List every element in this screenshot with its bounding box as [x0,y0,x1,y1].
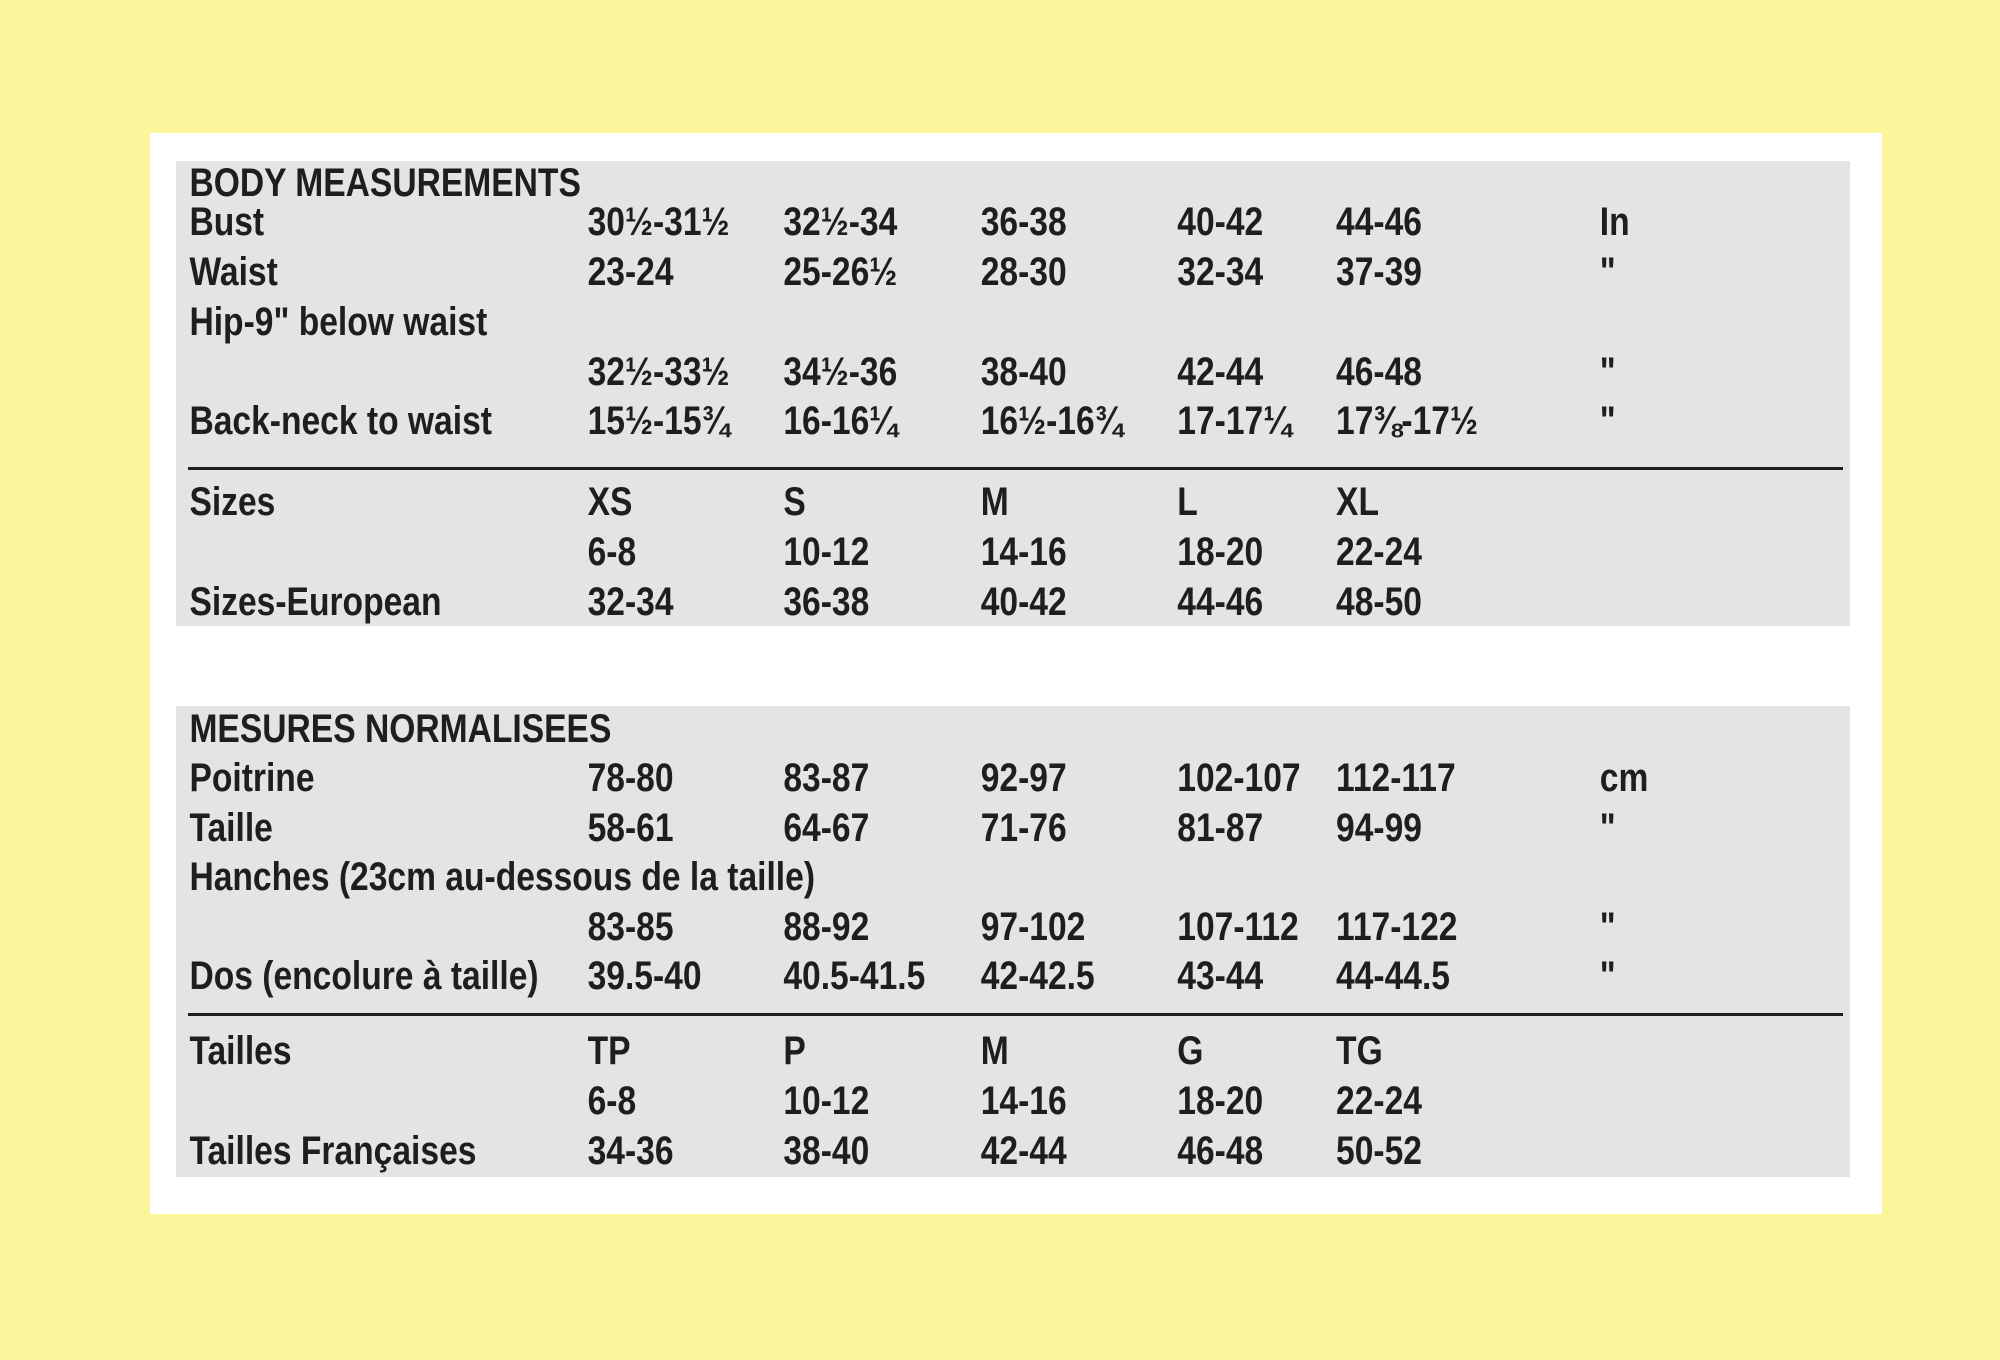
cell-l: 40-42 [1177,200,1264,244]
cell-xs: 32½-33½ [587,350,730,394]
tailles-row [176,1029,1582,1073]
cell-g: G [1177,1029,1204,1073]
cell-p: 38-40 [783,1129,870,1173]
cell-tp: 6-8 [587,1079,637,1123]
cell-l: 17-17¼ [1177,399,1292,443]
cell-m: 97-102 [980,905,1086,949]
cell-g: 43-44 [1177,954,1264,998]
cell-m: 14-16 [980,530,1067,574]
tailles-numeric-row [176,1079,1582,1123]
cell-g: 46-48 [1177,1129,1264,1173]
cell-m: 42-44 [980,1129,1067,1173]
size-chart-card [150,133,1882,1214]
cell-m: 14-16 [980,1079,1067,1123]
cell-s: 32½-34 [783,200,898,244]
row-label: Back-neck to waist [189,399,492,443]
cell-xl: 48-50 [1336,580,1422,624]
cell-xs: 30½-31½ [587,200,730,244]
cell-g: 81-87 [1177,806,1264,850]
cell-p: 88-92 [783,905,870,949]
measurement-row-hip [176,350,1616,394]
cell-m: M [980,480,1009,524]
section-heading: BODY MEASUREMENTS [189,161,581,205]
cell-g: 102-107 [1177,756,1301,800]
cell-s: 10-12 [783,530,870,574]
row-label: Waist [189,250,278,294]
sizes-row [176,480,1582,524]
cell-m: 28-30 [980,250,1067,294]
unit-label: " [1599,905,1616,949]
cell-l: 42-44 [1177,350,1264,394]
divider-rule [188,467,1843,470]
measurement-row-back-neck [176,399,1616,443]
tailles-francaises-row [176,1129,1582,1173]
cell-m: 40-42 [980,580,1067,624]
measurement-row-dos [176,954,1616,998]
cell-s: 34½-36 [783,350,898,394]
cell-s: 36-38 [783,580,870,624]
cell-tp: TP [587,1029,631,1073]
heading-row [176,161,1582,205]
cell-s: 25-26½ [783,250,898,294]
cell-l: 18-20 [1177,530,1264,574]
cell-xs: 23-24 [587,250,674,294]
unit-label: " [1599,350,1616,394]
cell-p: 40.5-41.5 [783,954,926,998]
cell-xs: 6-8 [587,530,637,574]
unit-label: " [1599,399,1616,443]
cell-l: 32-34 [1177,250,1264,294]
mesures-normalisees-panel [176,706,1850,1177]
cell-tp: 83-85 [587,905,674,949]
cell-xs: XS [587,480,633,524]
row-label: Bust [189,200,265,244]
cell-m: 36-38 [980,200,1067,244]
cell-m: 38-40 [980,350,1067,394]
row-label: Taille [189,806,273,850]
sizes-european-row [176,580,1582,624]
cell-p: P [783,1029,806,1073]
heading-row [176,707,1582,751]
cell-s: S [783,480,806,524]
measurement-row-waist [176,250,1616,294]
cell-s: 16-16¼ [783,399,898,443]
cell-m: 16½-16¾ [980,399,1123,443]
sizes-numeric-row [176,530,1582,574]
cell-p: 83-87 [783,756,870,800]
cell-g: 107-112 [1177,905,1299,949]
cell-tp: 39.5-40 [587,954,702,998]
measurement-row-bust [176,200,1630,244]
row-label: Tailles [189,1029,292,1073]
unit-label: cm [1599,756,1649,800]
row-label: Poitrine [189,756,315,800]
cell-xl: 44-46 [1336,200,1422,244]
row-label: Tailles Françaises [189,1129,477,1173]
body-measurements-panel [176,161,1850,626]
cell-tg: 44-44.5 [1336,954,1451,998]
cell-xs: 15½-15¾ [587,399,730,443]
measurement-row-taille [176,806,1616,850]
row-label: Hip-9" below waist [189,300,488,344]
unit-label: " [1599,250,1616,294]
measurement-row-poitrine [176,756,1649,800]
cell-tp: 34-36 [587,1129,674,1173]
unit-label: In [1599,200,1630,244]
row-label: Hanches (23cm au-dessous de la taille) [189,855,816,899]
cell-xl: 37-39 [1336,250,1422,294]
measurement-row-hanches-label [176,855,1582,899]
measurement-row-hip-label [176,300,1582,344]
cell-g: 18-20 [1177,1079,1264,1123]
measurement-row-hanches [176,905,1616,949]
cell-xl: 22-24 [1336,530,1422,574]
unit-label: " [1599,806,1616,850]
unit-label: " [1599,954,1616,998]
cell-xs: 32-34 [587,580,674,624]
row-label: Sizes [189,480,276,524]
row-label: Sizes-European [189,580,442,624]
cell-tp: 58-61 [587,806,674,850]
cell-tp: 78-80 [587,756,674,800]
cell-p: 64-67 [783,806,870,850]
cell-m: 42-42.5 [980,954,1095,998]
cell-xl: 17⅜-17½ [1336,399,1479,443]
cell-tg: TG [1336,1029,1383,1073]
cell-l: L [1177,480,1198,524]
cell-tg: 22-24 [1336,1079,1422,1123]
cell-xl: 46-48 [1336,350,1422,394]
row-label: Dos (encolure à taille) [189,954,539,998]
cell-m: M [980,1029,1009,1073]
divider-rule [188,1013,1843,1016]
cell-p: 10-12 [783,1079,870,1123]
cell-l: 44-46 [1177,580,1264,624]
cell-tg: 94-99 [1336,806,1422,850]
cell-xl: XL [1336,480,1379,524]
cell-m: 71-76 [980,806,1067,850]
section-heading: MESURES NORMALISEES [189,707,612,751]
cell-m: 92-97 [980,756,1067,800]
cell-tg: 117-122 [1336,905,1458,949]
cell-tg: 112-117 [1336,756,1456,800]
cell-tg: 50-52 [1336,1129,1422,1173]
